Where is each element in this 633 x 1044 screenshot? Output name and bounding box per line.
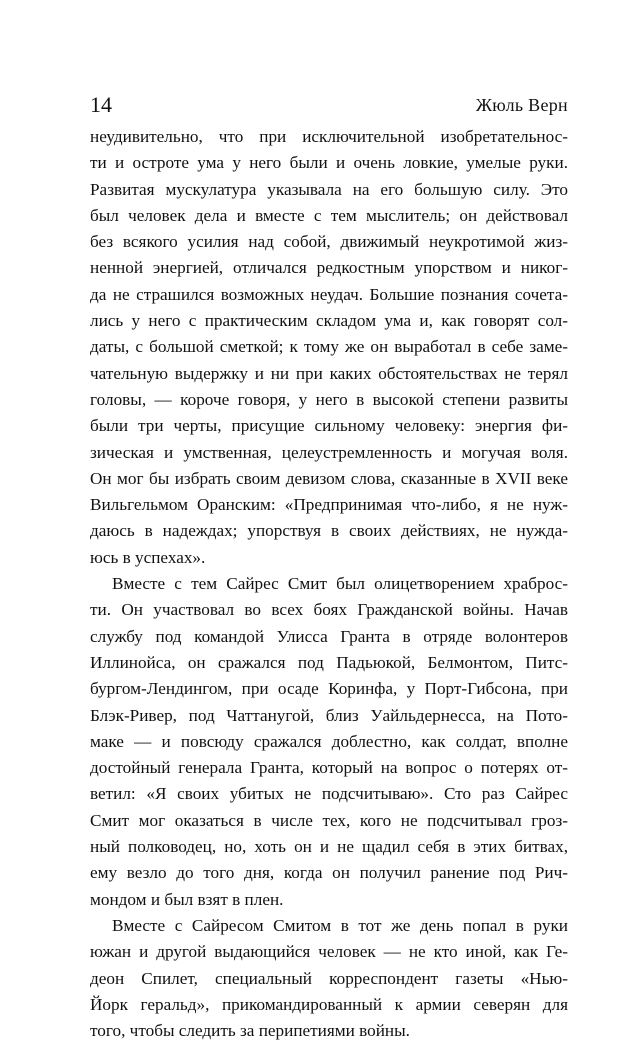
text-line: ти и остроте ума у него были и очень ловкие, умелые руки. bbox=[90, 153, 568, 173]
text-line: ему везло до того дня, когда он получил ранение под Рич- bbox=[90, 863, 568, 883]
text-line: Он мог бы избрать своим девизом слова, сказанные в XVII веке bbox=[90, 468, 568, 488]
text-line: Иллинойса, он сражался под Падьюкой, Белмонтом, Питс- bbox=[90, 652, 568, 672]
text-line: даюсь в надеждах; упорствуя в своих действиях, не нужда- bbox=[90, 521, 568, 541]
text-line: мондом и был взят в плен. bbox=[90, 889, 284, 909]
text-line: маке — и повсюду сражался доблестно, как солдат, вполне bbox=[90, 731, 568, 751]
text-line: Развитая мускулатура указывала на его большую силу. Это bbox=[90, 179, 568, 199]
text-line: были три черты, присущие сильному человеку: энергия фи- bbox=[90, 416, 568, 436]
page-header bbox=[90, 92, 568, 118]
text-line: без всякого усилия над собой, движимый неукротимой жиз- bbox=[90, 232, 568, 252]
text-line: Вильгельмом Оранским: «Предпринимая что-либо, я не нуж- bbox=[90, 495, 568, 515]
text-line: ти. Он участвовал во всех боях Гражданской войны. Начав bbox=[90, 600, 568, 620]
text-line: был человек дела и вместе с тем мыслитель; он действовал bbox=[90, 205, 568, 225]
page-number: 14 bbox=[90, 92, 112, 117]
running-head: Жюль Верн bbox=[475, 95, 568, 115]
text-line: ный полководец, но, хоть он и не щадил себя в этих битвах, bbox=[90, 837, 568, 857]
text-line: головы, — короче говоря, у него в высокой степени развиты bbox=[90, 389, 568, 409]
text-line: даты, с большой сметкой; к тому же он выработал в себе заме- bbox=[90, 337, 568, 357]
text-line: да не страшился возможных неудач. Большие познания сочета- bbox=[90, 284, 568, 304]
paragraph bbox=[90, 571, 568, 913]
text-line: неудивительно, что при исключительной изобретательнос- bbox=[90, 127, 568, 146]
text-line: Вместе с Сайресом Смитом в тот же день попал в руки bbox=[112, 915, 568, 935]
text-line: южан и другой выдающийся человек — не кто иной, как Ге- bbox=[90, 942, 568, 962]
paragraph bbox=[90, 913, 568, 1044]
text-line: службу под командой Улисса Гранта в отряде волонтеров bbox=[90, 626, 568, 646]
text-line: лись у него с практическим складом ума и, как говорят сол- bbox=[90, 311, 568, 331]
text-line: Йорк геральд», прикомандированный к армии северян для bbox=[90, 994, 568, 1014]
text-line: Смит мог оказаться в числе тех, кого не подсчитывал гроз- bbox=[90, 810, 568, 830]
text-line: достойный генерала Гранта, который на вопрос о потерях от- bbox=[90, 758, 568, 778]
text-line: ненной энергией, отличался редкостным упорством и никог- bbox=[90, 258, 568, 278]
text-line: юсь в успехах». bbox=[90, 547, 206, 567]
text-line: деон Спилет, специальный корреспондент газеты «Нью- bbox=[90, 968, 568, 988]
paragraph bbox=[90, 124, 568, 571]
text-line: чательную выдержку и ни при каких обстоятельствах не терял bbox=[90, 363, 568, 383]
text-line: ветил: «Я своих убитых не подсчитываю». Сто раз Сайрес bbox=[90, 784, 568, 804]
text-line: Вместе с тем Сайрес Смит был олицетворением храброс- bbox=[112, 574, 568, 594]
body-text bbox=[90, 124, 568, 1044]
text-line: Блэк-Ривер, под Чаттанугой, близ Уайльдернесса, на Пото- bbox=[90, 705, 568, 725]
text-line: того, чтобы следить за перипетиями войны. bbox=[90, 1021, 410, 1041]
text-line: бургом-Лендингом, при осаде Коринфа, у Порт-Гибсона, при bbox=[90, 679, 568, 699]
text-line: зическая и умственная, целеустремленность и могучая воля. bbox=[90, 442, 568, 462]
